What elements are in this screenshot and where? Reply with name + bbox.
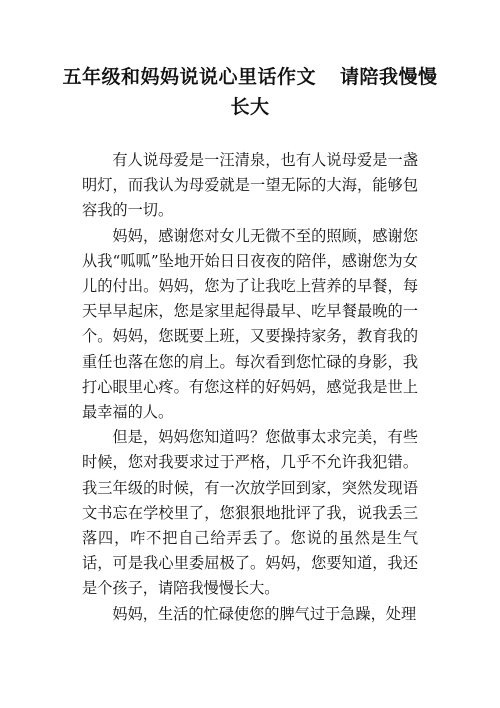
- paragraph-3: 但是，妈妈您知道吗？您做事太求完美，有些时候，您对我要求过于严格，几乎不允许我犯错。我三年级的时候，有一次放学回到家，突然发现语文书忘在学校里了，您狠狠地批评了我，说我丢三落四，咋不把自己给弄丢了。您说的虽然是生气话，可是我心里委屈极了。妈妈，您要知道，我还是个孩子，请陪我慢慢长大。: [82, 428, 418, 598]
- paragraph-2: 妈妈，感谢您对女儿无微不至的照顾，感谢您从我“呱呱”坠地开始日日夜夜的陪伴，感谢您为女儿的付出。妈妈，您为了让我吃上营养的早餐，每天早早起床，您是家里起得最早、吃早餐最晚的一个。妈妈，您既要上班，又要操持家务，教育我的重任也落在您的肩上。每次看到您忙碌的身影，我打心眼里心疼。有您这样的好妈妈，感觉我是世上最幸福的人。: [82, 226, 418, 422]
- title-sub: 请陪我慢慢长大: [230, 66, 438, 118]
- document-body: [82, 148, 418, 627]
- paragraph-4: 妈妈，生活的忙碌使您的脾气过于急躁，处理: [112, 604, 417, 623]
- paragraph-1: 有人说母爱是一汪清泉，也有人说母爱是一盏明灯，而我认为母爱就是一望无际的大海，能够包容我的一切。: [82, 151, 418, 220]
- title-main: 五年级和妈妈说说心里话作文: [62, 66, 316, 88]
- document-title: [60, 62, 440, 122]
